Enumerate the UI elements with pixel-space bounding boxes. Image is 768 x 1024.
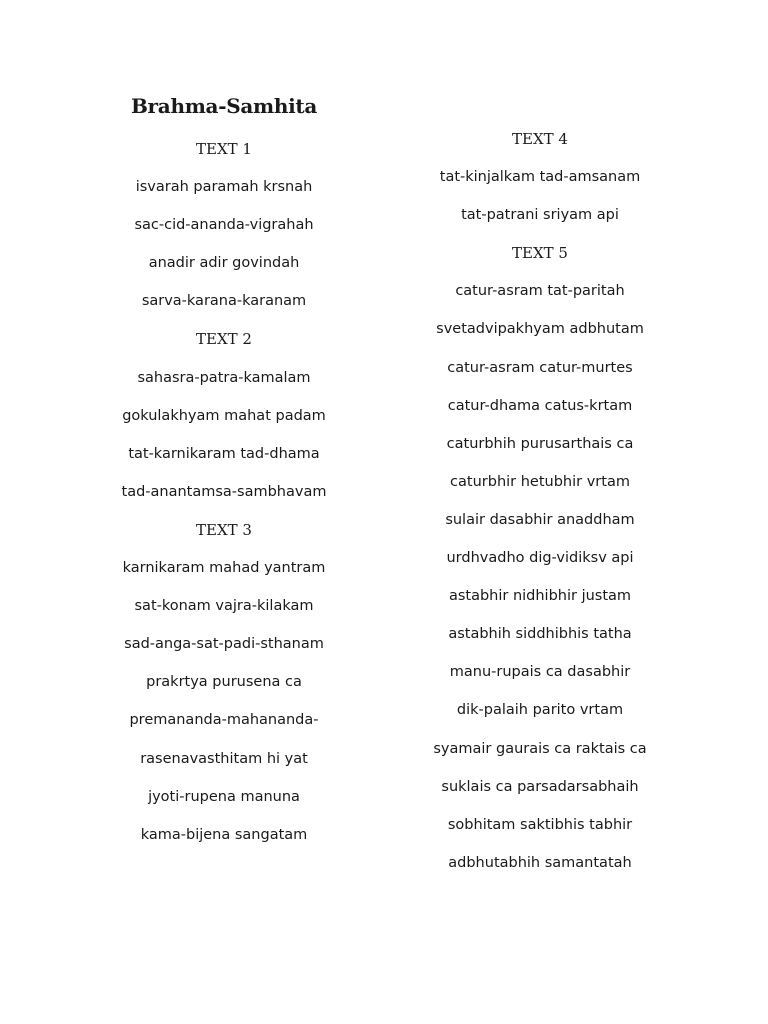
verse-line: premananda-mahananda-	[129, 712, 319, 729]
verse-line: astabhih siddhibhis tatha	[448, 626, 632, 643]
verse-line: adbhutabhih samantatah	[448, 854, 632, 871]
verse-line: catur-dhama catus-krtam	[447, 397, 633, 414]
text-heading: TEXT 3	[196, 520, 252, 539]
verse-line: caturbhih purusarthais ca	[446, 435, 634, 452]
verse-line: astabhir nidhibhir justam	[448, 588, 632, 605]
verse-line: tad-anantamsa-sambhavam	[121, 483, 327, 500]
right-column	[420, 127, 660, 889]
verse-line: gokulakhyam mahat padam	[122, 407, 326, 424]
verse-line: sad-anga-sat-padi-sthanam	[124, 636, 324, 653]
verse-line: suklais ca parsadarsabhaih	[441, 778, 639, 795]
verse-line: sat-konam vajra-kilakam	[134, 598, 314, 615]
verse-line: svetadvipakhyam adbhutam	[436, 321, 644, 338]
verse-line: sulair dasabhir anaddham	[445, 511, 635, 528]
text-heading: TEXT 1	[196, 140, 252, 158]
verse-line: tat-kinjalkam tad-amsanam	[439, 169, 641, 186]
verse-line: caturbhir hetubhir vrtam	[450, 473, 630, 490]
verse-line: manu-rupais ca dasabhir	[449, 664, 631, 681]
verse-line: syamair gaurais ca raktais ca	[433, 740, 647, 757]
text-heading: TEXT 4	[512, 130, 568, 148]
verse-line: catur-asram tat-paritah	[455, 283, 625, 300]
verse-line: isvarah paramah krsnah	[135, 179, 313, 196]
verse-line: jyoti-rupena manuna	[148, 788, 300, 805]
verse-line: catur-asram catur-murtes	[447, 359, 633, 376]
verse-line: sac-cid-ananda-vigrahah	[134, 217, 314, 234]
verse-line: tat-karnikaram tad-dhama	[128, 445, 320, 462]
verse-line: dik-palaih parito vrtam	[456, 702, 624, 719]
verse-line: kama-bijena sangatam	[140, 826, 308, 843]
page-title: Brahma-Samhita	[130, 94, 318, 118]
verse-line: tat-patrani sriyam api	[461, 207, 619, 224]
text-heading: TEXT 5	[512, 244, 568, 263]
verse-line: rasenavasthitam hi yat	[140, 750, 308, 767]
verse-line: sarva-karana-karanam	[141, 293, 307, 310]
verse-line: urdhvadho dig-vidiksv api	[446, 550, 634, 567]
verse-line: sahasra-patra-kamalam	[137, 369, 311, 386]
text-heading: TEXT 2	[196, 330, 252, 349]
verse-line: anadir adir govindah	[148, 255, 300, 272]
verse-line: sobhitam saktibhis tabhir	[447, 816, 633, 833]
verse-line: prakrtya purusena ca	[146, 674, 302, 691]
left-column	[104, 137, 344, 861]
verse-line: karnikaram mahad yantram	[122, 560, 326, 577]
